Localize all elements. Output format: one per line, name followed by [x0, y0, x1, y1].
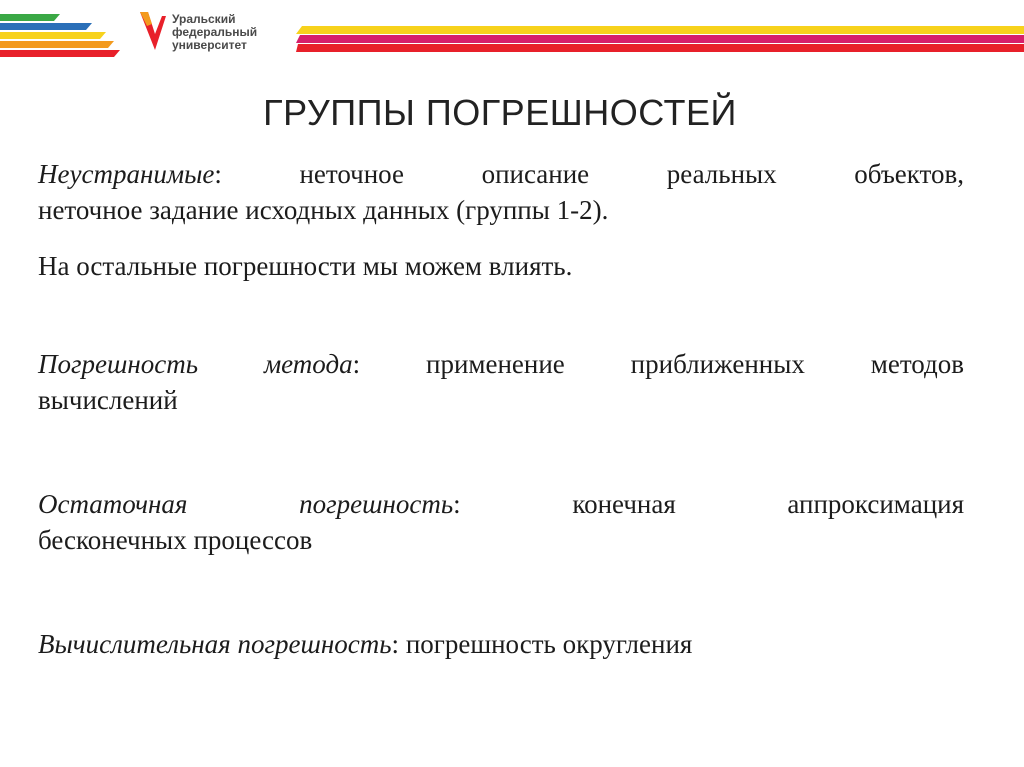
- logo-line-2: федеральный: [172, 25, 258, 39]
- paragraph-line: [38, 346, 964, 382]
- rainbow-stripes-left: [0, 14, 120, 60]
- definition-text: неточное описание реальных объектов,: [221, 159, 964, 189]
- definition-text: погрешность округления: [399, 629, 693, 659]
- definition-text: конечная аппроксимация: [460, 489, 965, 519]
- logo-line-3: университет: [172, 38, 247, 52]
- term-unremovable: Неустранимые: [38, 159, 215, 189]
- paragraph-computational-error: [38, 626, 964, 662]
- paragraph-influence: [38, 248, 964, 284]
- paragraph-method-error: [38, 346, 964, 418]
- paragraph-line: бесконечных процессов: [38, 525, 313, 555]
- slide-title: ГРУППЫ ПОГРЕШНОСТЕЙ: [263, 92, 737, 133]
- colon: :: [391, 629, 400, 659]
- paragraph-unremovable-errors: [38, 156, 964, 228]
- colon: :: [453, 489, 461, 519]
- paragraph-line: неточное задание исходных данных (группы 1-2).: [38, 195, 609, 225]
- ural-university-logo-icon: [140, 12, 166, 52]
- slide-header: [0, 0, 1024, 70]
- paragraph-line: [38, 156, 964, 192]
- paragraph-line: [38, 486, 964, 522]
- colon: :: [214, 159, 222, 189]
- definition-text: применение приближенных методов: [360, 349, 964, 379]
- paragraph-line: На остальные погрешности мы можем влиять.: [38, 251, 573, 281]
- university-logo-text: [172, 13, 257, 52]
- paragraph-residual-error: [38, 486, 964, 558]
- colon: :: [352, 349, 361, 379]
- term-residual-error: Остаточная погрешность: [38, 489, 454, 519]
- term-computational-error: Вычислительная погрешность: [38, 629, 392, 659]
- logo-line-1: Уральский: [172, 12, 236, 26]
- rainbow-stripes-right: [296, 26, 1024, 52]
- paragraph-line: [38, 626, 964, 662]
- paragraph-line: вычислений: [38, 385, 178, 415]
- term-method-error: Погрешность метода: [38, 349, 353, 379]
